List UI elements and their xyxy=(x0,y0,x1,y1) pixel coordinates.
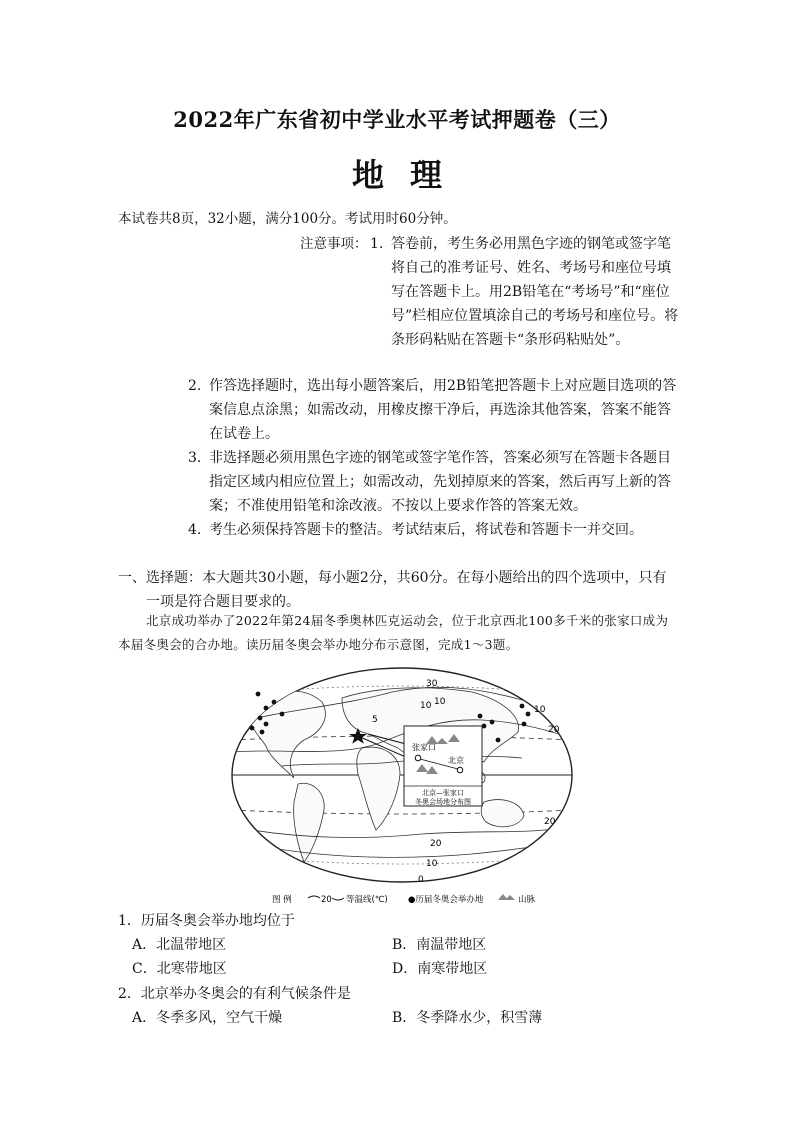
section-heading xyxy=(118,566,678,614)
notice-items-rest xyxy=(188,374,684,542)
notice-item-text: 答卷前，考生务必用黑色字迹的钢笔或签字笔将自己的准考证号、姓名、考场号和座位号填写在答题卡上。用2B铅笔在“考场号”和“座位号”栏相应位置填涂自己的考场号和座位号。将条形码粘贴在答题卡“条形码粘贴处”。 xyxy=(391,236,679,348)
notice-item-number: 3. xyxy=(188,450,202,466)
isotherm-label: 5 xyxy=(372,715,378,725)
notice-item-number: 4. xyxy=(188,522,202,538)
inset-caption-1: 北京—张家口 xyxy=(422,789,464,797)
isotherm-label: 10 xyxy=(420,701,432,711)
isotherm-label: 10 xyxy=(426,859,438,869)
section-heading-text: 一、选择题：本大题共30小题，每小题2分，共60分。在每小题给出的四个选项中，只有一项是符合题目要求的。 xyxy=(118,570,667,610)
question-1-option-b: B．南温带地区 xyxy=(392,937,487,953)
question-1-option-c: C．北寒带地区 xyxy=(132,961,227,977)
isotherm-label: 10 xyxy=(534,705,546,715)
legend-prefix: 图 例 xyxy=(272,895,292,905)
notice-item-text: 考生必须保持答题卡的整洁。考试结束后，将试卷和答题卡一并交回。 xyxy=(209,522,643,538)
beijing-marker xyxy=(457,767,463,773)
question-2-option-b: B．冬季降水少，积雪薄 xyxy=(392,1010,543,1026)
legend-host-label: ●历届冬奥会举办地 xyxy=(408,895,484,905)
inset-label-beijing: 北京 xyxy=(448,756,464,765)
winter-olympics-map xyxy=(222,662,582,910)
notice-item-4 xyxy=(188,518,684,542)
question-intro: 北京成功举办了2022年第24届冬季奥林匹克运动会，位于北京西北100多千米的张家口成为本届冬奥会的合办地。读历届冬奥会举办地分布示意图，完成1～3题。 xyxy=(118,613,669,652)
notice-item-number: 2. xyxy=(188,378,202,394)
inset-label-zhangjiakou: 张家口 xyxy=(412,743,436,752)
question-2-option-a: A．冬季多风，空气干燥 xyxy=(132,1010,283,1026)
zhangjiakou-marker xyxy=(415,755,421,761)
isotherm-label: 20 xyxy=(548,725,560,735)
notice-item-1 xyxy=(370,232,680,352)
question-1-option-a: A．北温带地区 xyxy=(132,937,227,953)
notice-item-text: 作答选择题时，选出每小题答案后，用2B铅笔把答题卡上对应题目选项的答案信息点涂黑；如需改动，用橡皮擦干净后，再选涂其他答案，答案不能答在试卷上。 xyxy=(209,378,677,442)
notice-item-text: 非选择题必须用黑色字迹的钢笔或签字笔作答，答案必须写在答题卡各题目指定区域内相应位置上；如需改动，先划掉原来的答案，然后再写上新的答案；不准使用铅笔和涂改液。不按以上要求作答的答案无效。 xyxy=(209,450,671,514)
legend-isotherm-value: 20 xyxy=(321,895,332,905)
isotherm-legend-line xyxy=(308,896,320,898)
inset-caption-2: 冬奥会场地分布图 xyxy=(415,798,471,806)
question-1-stem: 1．历届冬奥会举办地均位于 xyxy=(118,913,295,929)
legend-mountain-icon xyxy=(498,894,515,900)
notice-item-number: 1. xyxy=(370,236,384,252)
isotherm-label: 20 xyxy=(544,817,556,827)
legend-mountain-label: 山脉 xyxy=(518,895,536,905)
isotherm-label: 0 xyxy=(418,875,424,885)
notice-item-3 xyxy=(188,446,684,518)
notice-label: 注意事项： xyxy=(300,236,368,252)
isotherm-label: 20 xyxy=(430,839,442,849)
subject-title: 地理 xyxy=(351,156,468,194)
isotherm-label: 10 xyxy=(434,697,446,707)
notice-item-2 xyxy=(188,374,684,446)
question-1-option-d: D．南寒带地区 xyxy=(392,961,488,977)
legend-isotherm-label: 等温线(℃) xyxy=(346,895,388,905)
isotherm-label: 30 xyxy=(426,679,438,689)
exam-info: 本试卷共8页，32小题，满分100分。考试用时60分钟。 xyxy=(118,211,457,227)
question-2-stem: 2．北京举办冬奥会的有利气候条件是 xyxy=(118,986,351,1002)
paper-title: 2022年广东省初中学业水平考试押题卷（三） xyxy=(173,107,621,132)
